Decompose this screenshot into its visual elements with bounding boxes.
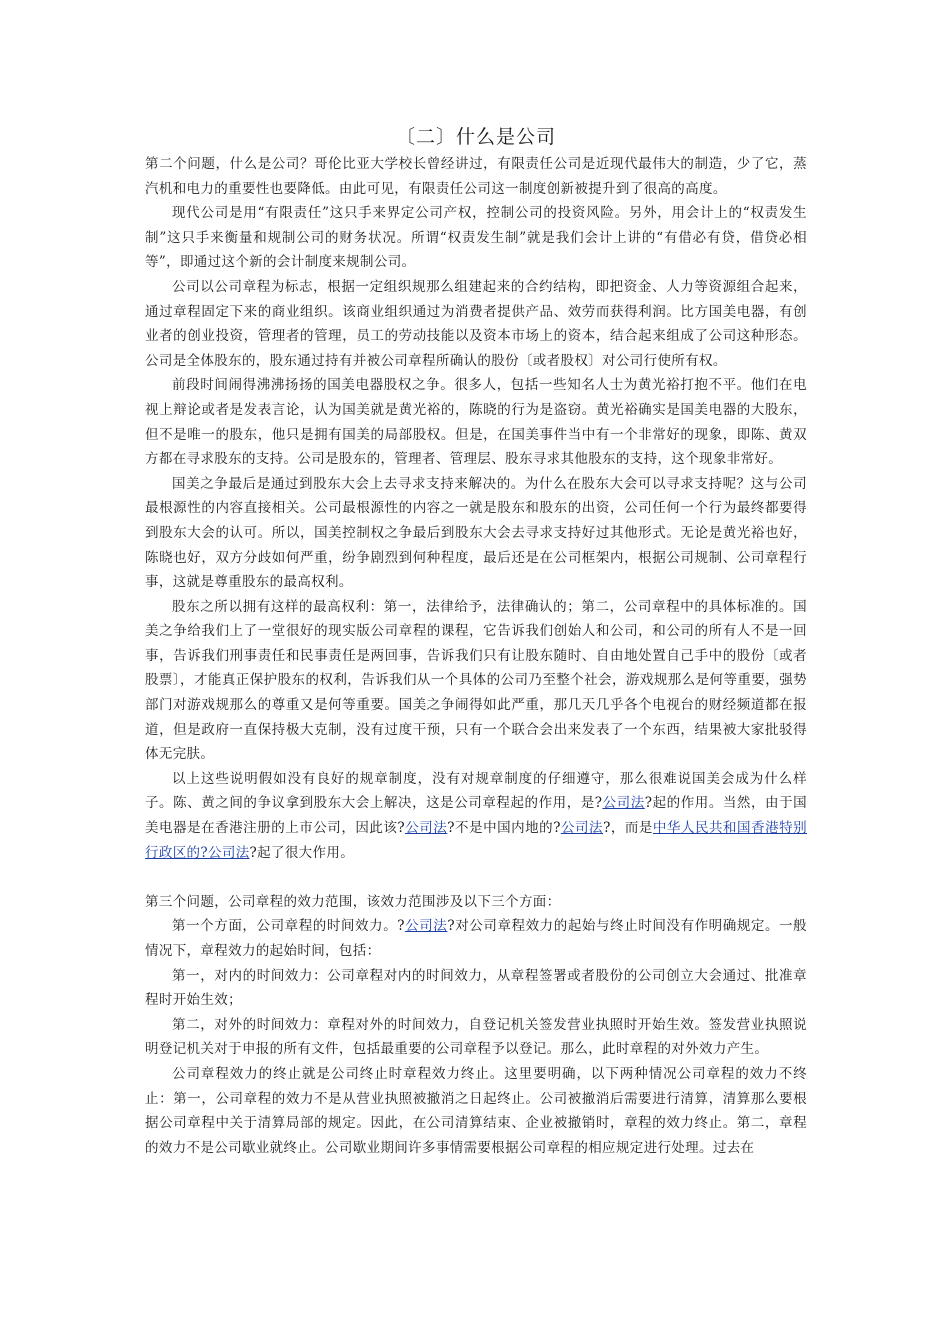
paragraph-11: 第二，对外的时间效力：章程对外的时间效力，自登记机关签发营业执照时开始生效。签发营业执照说明登记机关对于申报的所有文件，包括最重要的公司章程予以登记。那么，此时章程的对外效力产生。	[145, 1016, 807, 1058]
paragraph-2: 现代公司是用“有限责任”这只手来界定公司产权，控制公司的投资风险。另外，用会计上的“权责发生制”这只手来衡量和规制公司的财务状况。所谓“权责发生制”就是我们会计上讲的“有借必有贷，借贷必相等”，即通过这个新的会计制度来规制公司。	[145, 205, 807, 271]
text-run: 第一个方面，公司章程的时间效力。?	[172, 918, 405, 935]
paragraph-10: 第一，对内的时间效力：公司章程对内的时间效力，从章程签署或者股份的公司创立大会通过、批准章程时开始生效；	[145, 967, 807, 1009]
text-run: ?不是中国内地的?	[447, 820, 561, 837]
company-law-link[interactable]: 公司法	[602, 795, 645, 812]
document-page	[145, 122, 807, 1160]
paragraph-5: 国美之争最后是通过到股东大会上去寻求支持来解决的。为什么在股东大会可以寻求支持呢？这与公司最根源性的内容直接相关。公司最根源性的内容之一就是股东和股东的出资，公司任何一个行为最终都要得到股东大会的认可。所以，国美控制权之争最后到股东大会去寻求支持好过其他形式。无论是黄光裕也好，陈晓也好，双方分歧如何严重，纷争剧烈到何种程度，最后还是在公司框架内，根据公司规制、公司章程行事，这就是尊重股东的最高权利。	[145, 475, 807, 591]
paragraph-12: 公司章程效力的终止就是公司终止时章程效力终止。这里要明确，以下两种情况公司章程的效力不终止：第一，公司章程的效力不是从营业执照被撤消之日起终止。公司被撤消后需要进行清算，清算那么要根据公司章程中关于清算局部的规定。因此，在公司清算结束、企业被撤销时，章程的效力终止。第二，章程的效力不是公司歇业就终止。公司歇业期间许多事情需要根据公司章程的相应规定进行处理。过去在	[145, 1065, 807, 1156]
paragraph-spacer	[145, 865, 807, 890]
text-run: ?起了很大作用。	[249, 844, 355, 861]
paragraph-8: 第三个问题，公司章程的效力范围，该效力范围涉及以下三个方面：	[145, 893, 561, 910]
paragraph-3: 公司以公司章程为标志，根据一定组织规那么组建起来的合约结构，即把资金、人力等资源组合起来，通过章程固定下来的商业组织。该商业组织通过为消费者提供产品、效劳而获得利润。比方国美电器，有创业者的创业投资，管理者的管理，员工的劳动技能以及资本市场上的资本，结合起来组成了公司这种形态。公司是全体股东的，股东通过持有并被公司章程所确认的股份〔或者股权〕对公司行使所有权。	[145, 278, 807, 369]
company-law-link[interactable]: 公司法	[560, 820, 604, 837]
page-title: 〔二〕什么是公司	[395, 126, 556, 148]
hong-kong-company-law-link[interactable]: 中华人民共和国香港特别行政区的?公司法	[145, 820, 807, 861]
paragraph-9	[145, 914, 807, 963]
paragraph-1: 第二个问题，什么是公司？哥伦比亚大学校长曾经讲过，有限责任公司是近现代最伟大的制造，少了它，蒸汽机和电力的重要性也要降低。由此可见，有限责任公司这一制度创新被提升到了很高的高度。	[145, 156, 807, 197]
company-law-link[interactable]: 公司法	[404, 918, 448, 935]
paragraph-6: 股东之所以拥有这样的最高权利：第一，法律给予，法律确认的；第二，公司章程中的具体标准的。国美之争给我们上了一堂很好的现实版公司章程的课程，它告诉我们创始人和公司，和公司的所有人不是一回事，告诉我们刑事责任和民事责任是两回事，告诉我们只有让股东随时、自由地处置自己手中的股份〔或者股票〕，才能真正保护股东的权利，告诉我们从一个具体的公司乃至整个社会，游戏规那么是何等重要，强势部门对游戏规那么的尊重又是何等重要。国美之争闹得如此严重，那几天几乎各个电视台的财经频道都在报道，但是政府一直保持极大克制，没有过度干预，只有一个联合会出来发表了一个东西，结果被大家批驳得体无完肤。	[145, 598, 807, 763]
text-run: ?对公司章程效力的起始与终止时间没有作明确规定。一般情况下，章程效力的起始时间，包括：	[145, 918, 807, 959]
text-run: ?起的作用。当然，由于国美电器是在香港注册的上市公司，因此该?	[145, 795, 808, 837]
company-law-link[interactable]: 公司法	[405, 820, 448, 837]
paragraph-7	[145, 767, 807, 865]
text-run: 以上这些说明假如没有良好的规章制度，没有对规章制度的仔细遵守，那么很难说国美会成为什么样子。陈、黄之间的争议拿到股东大会上解决，这是公司章程起的作用，是?	[145, 770, 807, 812]
paragraph-4: 前段时间闹得沸沸扬扬的国美电器股权之争。很多人，包括一些知名人士为黄光裕打抱不平。他们在电视上辩论或者是发表言论，认为国美就是黄光裕的，陈晓的行为是盗窃。黄光裕确实是国美电器的大股东，但不是唯一的股东，他只是拥有国美的局部股权。但是，在国美事件当中有一个非常好的现象，即陈、黄双方都在寻求股东的支持。公司是股东的，管理者、管理层、股东寻求其他股东的支持，这个现象非常好。	[145, 377, 807, 468]
text-run: ?，而是	[603, 820, 653, 837]
